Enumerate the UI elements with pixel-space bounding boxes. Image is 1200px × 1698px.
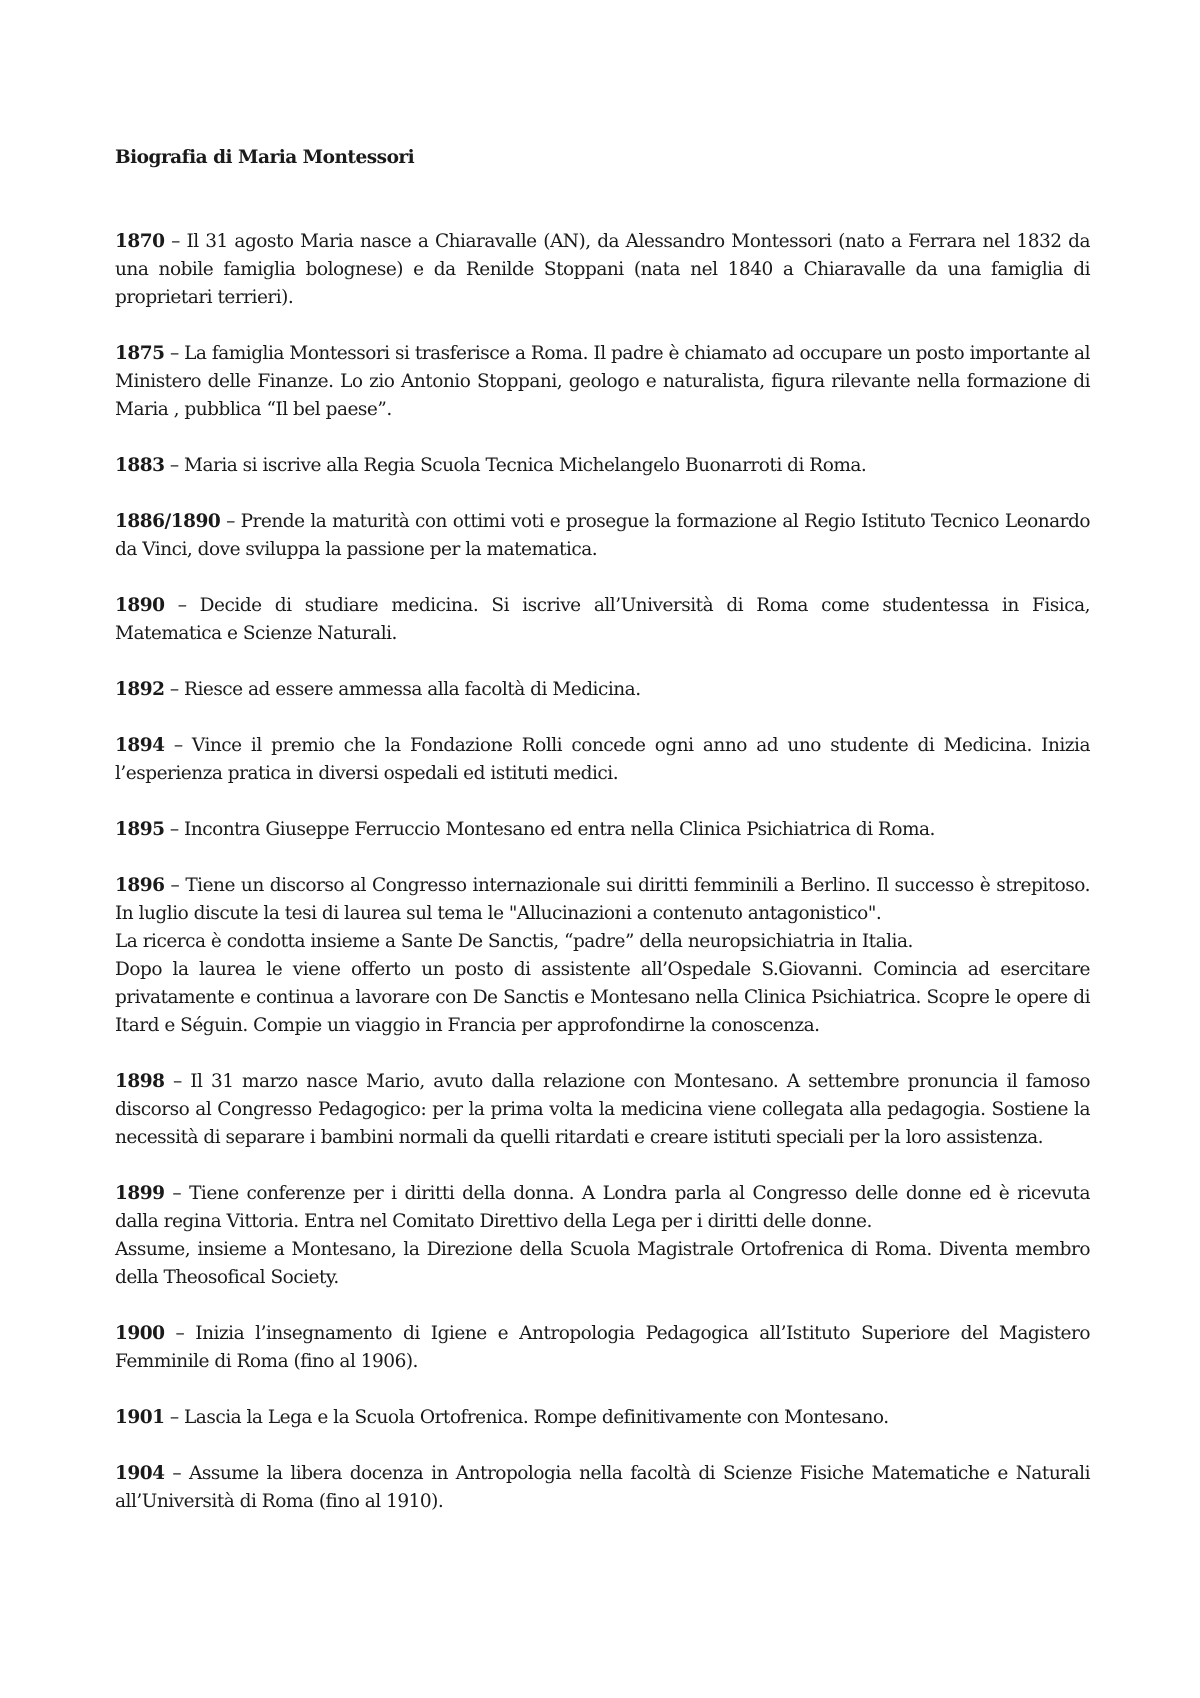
entry-year: 1890: [115, 595, 165, 616]
timeline-entry: [115, 872, 1090, 1040]
entry-year: 1875: [115, 343, 165, 364]
entry-text: – Riesce ad essere ammessa alla facoltà di Medicina.: [169, 679, 641, 700]
timeline-entry: [115, 508, 1090, 564]
entry-text: – Decide di studiare medicina. Si iscrive all’Università di Roma come studentessa in Fisica, Matematica e Scienze Naturali.: [115, 595, 1090, 644]
timeline-entry: [115, 1460, 1090, 1516]
timeline-entry: [115, 228, 1090, 312]
entry-year: 1892: [115, 679, 165, 700]
entry-text: – Lascia la Lega e la Scuola Ortofrenica. Rompe definitivamente con Montesano.: [169, 1407, 889, 1428]
timeline-entry: [115, 340, 1090, 424]
entry-text: – Inizia l’insegnamento di Igiene e Antropologia Pedagogica all’Istituto Superiore del Magistero Femminile di Roma (fino al 1906).: [115, 1323, 1090, 1372]
timeline-entries: [115, 228, 1090, 1516]
entry-year: 1898: [115, 1071, 165, 1092]
entry-text: – La famiglia Montessori si trasferisce a Roma. Il padre è chiamato ad occupare un posto importante al Ministero delle Finanze. Lo zio Antonio Stoppani, geologo e naturalista, figura rilevante nella formazione di Maria , pubblica “Il bel paese”.: [115, 343, 1090, 420]
entry-year: 1901: [115, 1407, 165, 1428]
entry-year: 1899: [115, 1183, 165, 1204]
timeline-entry: [115, 1068, 1090, 1152]
timeline-entry: [115, 1404, 1090, 1432]
entry-text: – Maria si iscrive alla Regia Scuola Tecnica Michelangelo Buonarroti di Roma.: [169, 455, 867, 476]
document-title: Biografia di Maria Montessori: [115, 147, 415, 168]
timeline-entry: [115, 732, 1090, 788]
timeline-entry: [115, 816, 1090, 844]
entry-year: 1886/1890: [115, 511, 221, 532]
timeline-entry: [115, 592, 1090, 648]
entry-text: – Il 31 agosto Maria nasce a Chiaravalle (AN), da Alessandro Montessori (nato a Ferrara nel 1832 da una nobile famiglia bolognese) e da Renilde Stoppani (nata nel 1840 a Chiaravalle da una famiglia di proprietari terrieri).: [115, 231, 1090, 308]
entry-text: – Vince il premio che la Fondazione Rolli concede ogni anno ad uno studente di Medicina. Inizia l’esperienza pratica in diversi ospedali ed istituti medici.: [115, 735, 1090, 784]
timeline-entry: [115, 676, 1090, 704]
entry-year: 1900: [115, 1323, 165, 1344]
entry-continuation: Dopo la laurea le viene offerto un posto di assistente all’Ospedale S.Giovanni. Comincia ad esercitare privatamente e continua a lavorare con De Sanctis e Montesano nella Clinica Psichiatrica. Scopre le opere di Itard e Séguin. Compie un viaggio in Francia per approfondirne la conoscenza.: [115, 959, 1090, 1036]
entry-text: – Assume la libera docenza in Antropologia nella facoltà di Scienze Fisiche Matematiche e Naturali all’Università di Roma (fino al 1910).: [115, 1463, 1090, 1512]
entry-year: 1904: [115, 1463, 165, 1484]
entry-year: 1896: [115, 875, 165, 896]
entry-text: – Tiene un discorso al Congresso internazionale sui diritti femminili a Berlino. Il successo è strepitoso. In luglio discute la tesi di laurea sul tema le "Allucinazioni a contenuto antagonistico".: [115, 875, 1090, 924]
entry-year: 1883: [115, 455, 165, 476]
document-body: [115, 144, 1090, 1544]
entry-year: 1895: [115, 819, 165, 840]
entry-text: – Incontra Giuseppe Ferruccio Montesano ed entra nella Clinica Psichiatrica di Roma.: [169, 819, 935, 840]
entry-continuation: La ricerca è condotta insieme a Sante De Sanctis, “padre” della neuropsichiatria in Italia.: [115, 931, 913, 952]
entry-text: – Tiene conferenze per i diritti della donna. A Londra parla al Congresso delle donne ed è ricevuta dalla regina Vittoria. Entra nel Comitato Direttivo della Lega per i diritti delle donne.: [115, 1183, 1090, 1232]
timeline-entry: [115, 1180, 1090, 1292]
timeline-entry: [115, 452, 1090, 480]
entry-text: – Il 31 marzo nasce Mario, avuto dalla relazione con Montesano. A settembre pronuncia il famoso discorso al Congresso Pedagogico: per la prima volta la medicina viene collegata alla pedagogia. Sostiene la necessità di separare i bambini normali da quelli ritardati e creare istituti speciali per la loro assistenza.: [115, 1071, 1090, 1148]
entry-year: 1894: [115, 735, 165, 756]
entry-continuation: Assume, insieme a Montesano, la Direzione della Scuola Magistrale Ortofrenica di Roma. Diventa membro della Theosofical Society.: [115, 1239, 1090, 1288]
timeline-entry: [115, 1320, 1090, 1376]
entry-text: – Prende la maturità con ottimi voti e prosegue la formazione al Regio Istituto Tecnico Leonardo da Vinci, dove sviluppa la passione per la matematica.: [115, 511, 1090, 560]
entry-year: 1870: [115, 231, 165, 252]
